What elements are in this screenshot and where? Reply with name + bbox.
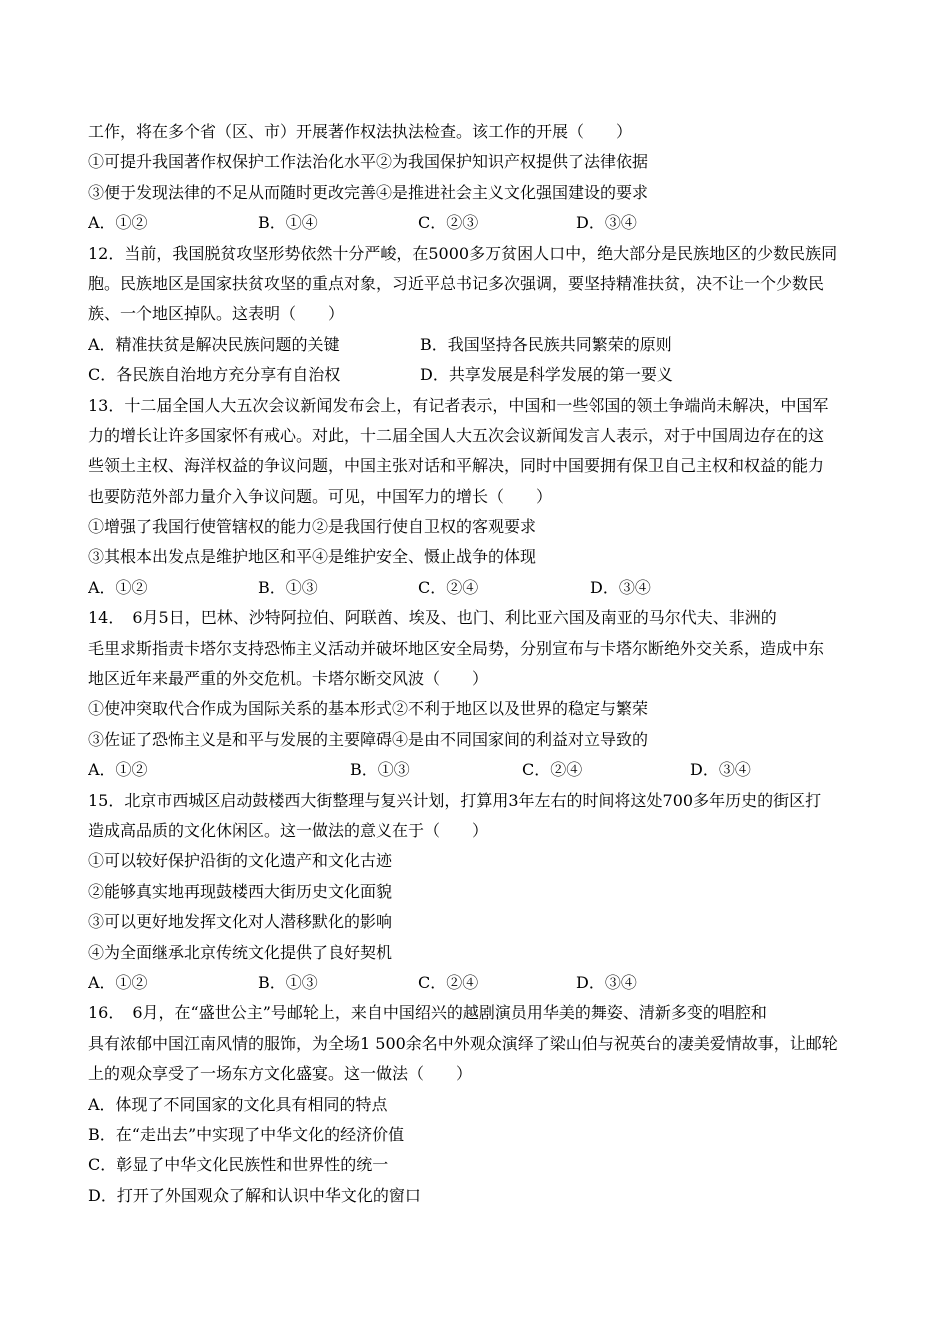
answer-option: A．①② bbox=[88, 972, 148, 992]
options-row bbox=[88, 330, 868, 360]
answer-option: B．①③ bbox=[350, 760, 410, 780]
text-line: 15．北京市西城区启动鼓楼西大街整理与复兴计划，打算用3年左右的时间将这处700多年历史的街区打 bbox=[88, 790, 822, 810]
answer-option: A．精准扶贫是解决民族问题的关键 bbox=[88, 334, 340, 354]
text-line: 些领土主权、海洋权益的争议问题，中国主张对话和平解决，同时中国要拥有保卫自己主权和权益的能力 bbox=[88, 456, 825, 476]
options-row bbox=[88, 208, 868, 238]
options-row bbox=[88, 755, 868, 785]
exam-page bbox=[88, 117, 868, 1211]
text-line: 地区近年来最严重的外交危机。卡塔尔断交风波（ ） bbox=[88, 669, 489, 689]
text-line: 工作，将在多个省（区、市）开展著作权法执法检查。该工作的开展（ ） bbox=[88, 122, 633, 141]
text-line: C．彰显了中华文化民族性和世界性的统一 bbox=[88, 1155, 389, 1175]
answer-option: C．②④ bbox=[418, 972, 479, 992]
answer-option: A．①② bbox=[88, 577, 148, 597]
answer-option: B．①③ bbox=[258, 972, 318, 992]
text-line: ②能够真实地再现鼓楼西大街历史文化面貌 bbox=[88, 881, 393, 901]
text-line: ①可以较好保护沿街的文化遗产和文化古迹 bbox=[88, 851, 393, 871]
answer-option: B．我国坚持各民族共同繁荣的原则 bbox=[420, 334, 672, 354]
text-line: B．在“走出去”中实现了中华文化的经济价值 bbox=[88, 1124, 405, 1144]
text-line: 16． 6月，在“盛世公主”号邮轮上，来自中国绍兴的越剧演员用华美的舞姿、清新多变的唱腔和 bbox=[88, 1003, 767, 1023]
answer-option: A．①② bbox=[88, 760, 148, 780]
text-line: ③佐证了恐怖主义是和平与发展的主要障碍④是由不同国家间的利益对立导致的 bbox=[88, 729, 649, 749]
text-line: ③便于发现法律的不足从而随时更改完善④是推进社会主义文化强国建设的要求 bbox=[88, 182, 649, 202]
text-line: 族、一个地区掉队。这表明（ ） bbox=[88, 304, 345, 324]
answer-option: C．②③ bbox=[418, 213, 479, 233]
answer-option: D．③④ bbox=[576, 213, 637, 233]
text-line: ③可以更好地发挥文化对人潜移默化的影响 bbox=[88, 912, 393, 932]
answer-option: A．①② bbox=[88, 213, 148, 233]
options-row bbox=[88, 360, 868, 390]
text-line: 力的增长让许多国家怀有戒心。对此，十二届全国人大五次会议新闻发言人表示，对于中国周边存在的这 bbox=[88, 425, 825, 445]
answer-option: C．②④ bbox=[522, 760, 583, 780]
text-line: ①可提升我国著作权保护工作法治化水平②为我国保护知识产权提供了法律依据 bbox=[88, 152, 649, 172]
options-row bbox=[88, 573, 868, 603]
text-line: 上的观众享受了一场东方文化盛宴。这一做法（ ） bbox=[88, 1064, 473, 1084]
text-line: 12．当前，我国脱贫攻坚形势依然十分严峻，在5000多万贫困人口中，绝大部分是民族地区的少数民族同 bbox=[88, 243, 838, 263]
text-line: A．体现了不同国家的文化具有相同的特点 bbox=[88, 1094, 388, 1114]
text-line: 毛里求斯指责卡塔尔支持恐怖主义活动并破坏地区安全局势，分别宣布与卡塔尔断绝外交关系，造成中东 bbox=[88, 638, 825, 658]
answer-option: B．①③ bbox=[258, 577, 318, 597]
text-line: 14． 6月5日，巴林、沙特阿拉伯、阿联酋、埃及、也门、利比亚六国及南亚的马尔代夫、非洲的 bbox=[88, 608, 777, 628]
text-line: 造成高品质的文化休闲区。这一做法的意义在于（ ） bbox=[88, 820, 489, 840]
text-line: 13．十二届全国人大五次会议新闻发布会上，有记者表示，中国和一些邻国的领土争端尚未解决，中国军 bbox=[88, 395, 829, 415]
text-line: ④为全面继承北京传统文化提供了良好契机 bbox=[88, 942, 393, 962]
answer-option: B．①④ bbox=[258, 213, 318, 233]
answer-option: D．③④ bbox=[576, 972, 637, 992]
text-line: ①使冲突取代合作成为国际关系的基本形式②不利于地区以及世界的稳定与繁荣 bbox=[88, 699, 649, 719]
text-line: 具有浓郁中国江南风情的服饰，为全场1 500余名中外观众演绎了梁山伯与祝英台的凄美爱情故事，让邮轮 bbox=[88, 1033, 838, 1053]
answer-option: C．②④ bbox=[418, 577, 479, 597]
answer-option: D．共享发展是科学发展的第一要义 bbox=[420, 365, 673, 385]
text-line: ③其根本出发点是维护地区和平④是维护安全、慑止战争的体现 bbox=[88, 547, 537, 567]
text-line: 胞。民族地区是国家扶贫攻坚的重点对象，习近平总书记多次强调，要坚持精准扶贫，决不让一个少数民 bbox=[88, 273, 825, 293]
options-row bbox=[88, 968, 868, 998]
text-line: ①增强了我国行使管辖权的能力②是我国行使自卫权的客观要求 bbox=[88, 517, 537, 537]
text-line: 也要防范外部力量介入争议问题。可见，中国军力的增长（ ） bbox=[88, 486, 553, 506]
answer-option: D．③④ bbox=[690, 760, 751, 780]
answer-option: C．各民族自治地方充分享有自治权 bbox=[88, 365, 341, 385]
answer-option: D．③④ bbox=[590, 577, 651, 597]
text-line: D．打开了外国观众了解和认识中华文化的窗口 bbox=[88, 1185, 421, 1205]
